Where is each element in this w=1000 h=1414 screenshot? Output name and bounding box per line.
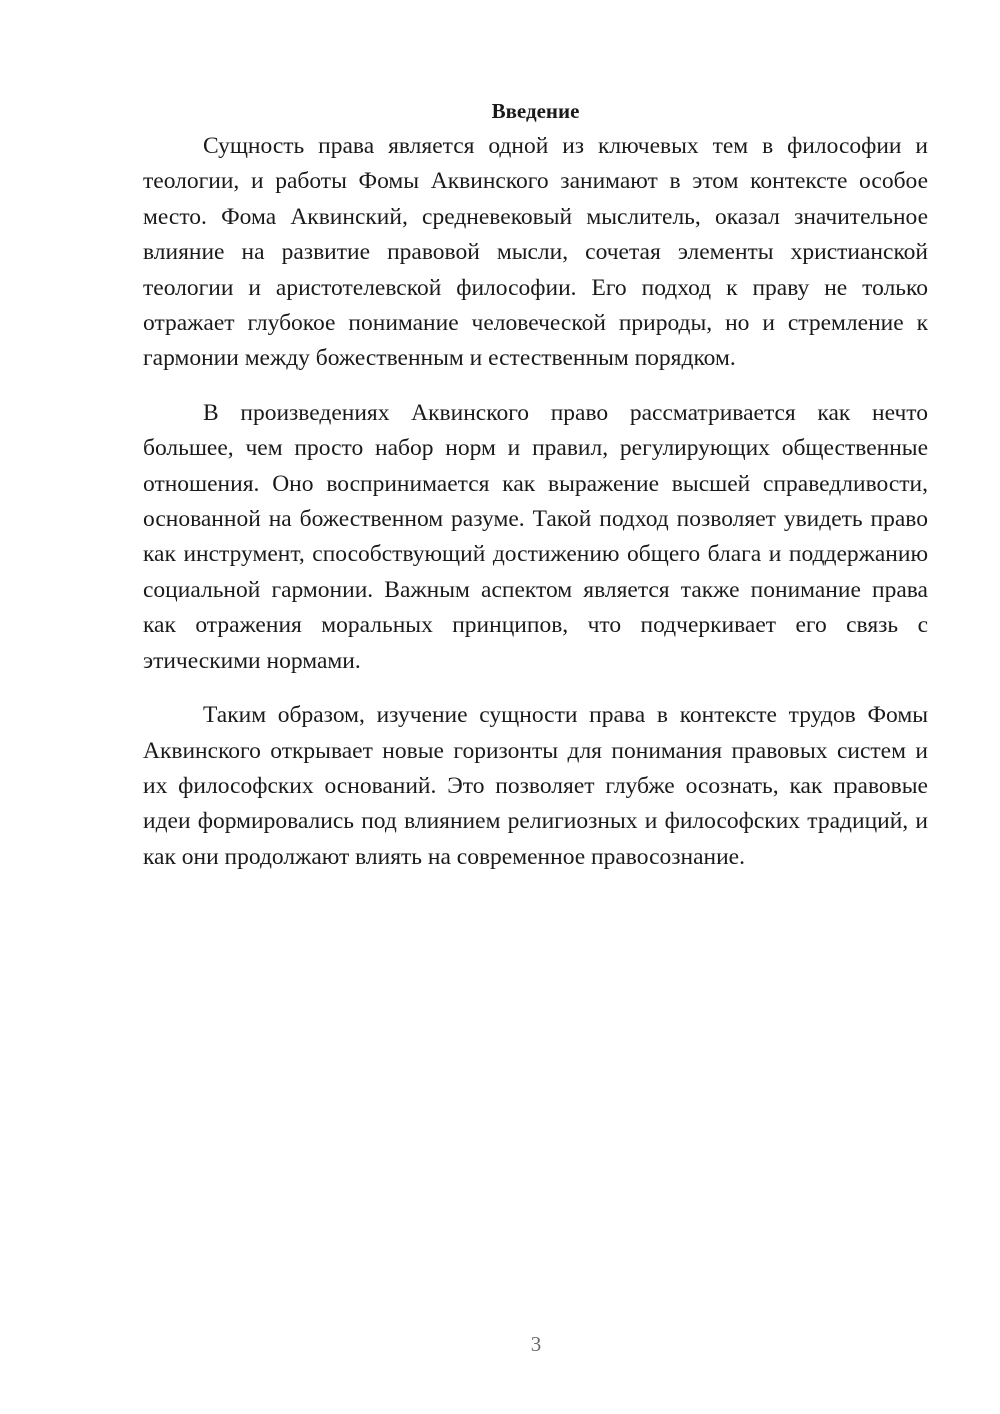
page-content [143,94,928,894]
paragraph-1: Сущность права является одной из ключевых тем в философии и теологии, и работы Фомы Аквинского занимают в этом контексте особое место. Фома Аквинский, средневековый мыслитель, оказал значительное влияние на развитие правовой мысли, сочетая элементы христианской теологии и аристотелевской философии. Его подход к праву не только отражает глубокое понимание человеческой природы, но и стремление к гармонии между божественным и естественным порядком. [143,133,928,372]
paragraph-2: В произведениях Аквинского право рассматривается как нечто большее, чем просто набор норм и правил, регулирующих общественные отношения. Оно воспринимается как выражение высшей справедливости, основанной на божественном разуме. Такой подход позволяет увидеть право как инструмент, способствующий достижению общего блага и поддержанию социальной гармонии. Важным аспектом является также понимание права как отражения моральных принципов, что подчеркивает его связь с этическими нормами. [143,399,928,674]
section-heading: Введение [491,99,580,123]
page-number: 3 [530,1332,542,1356]
paragraph-3: Таким образом, изучение сущности права в контексте трудов Фомы Аквинского открывает новые горизонты для понимания правовых систем и их философских оснований. Это позволяет глубже осознать, как правовые идеи формировались под влиянием религиозных и философских традиций, и как они продолжают влиять на современное правосознание. [143,702,928,870]
